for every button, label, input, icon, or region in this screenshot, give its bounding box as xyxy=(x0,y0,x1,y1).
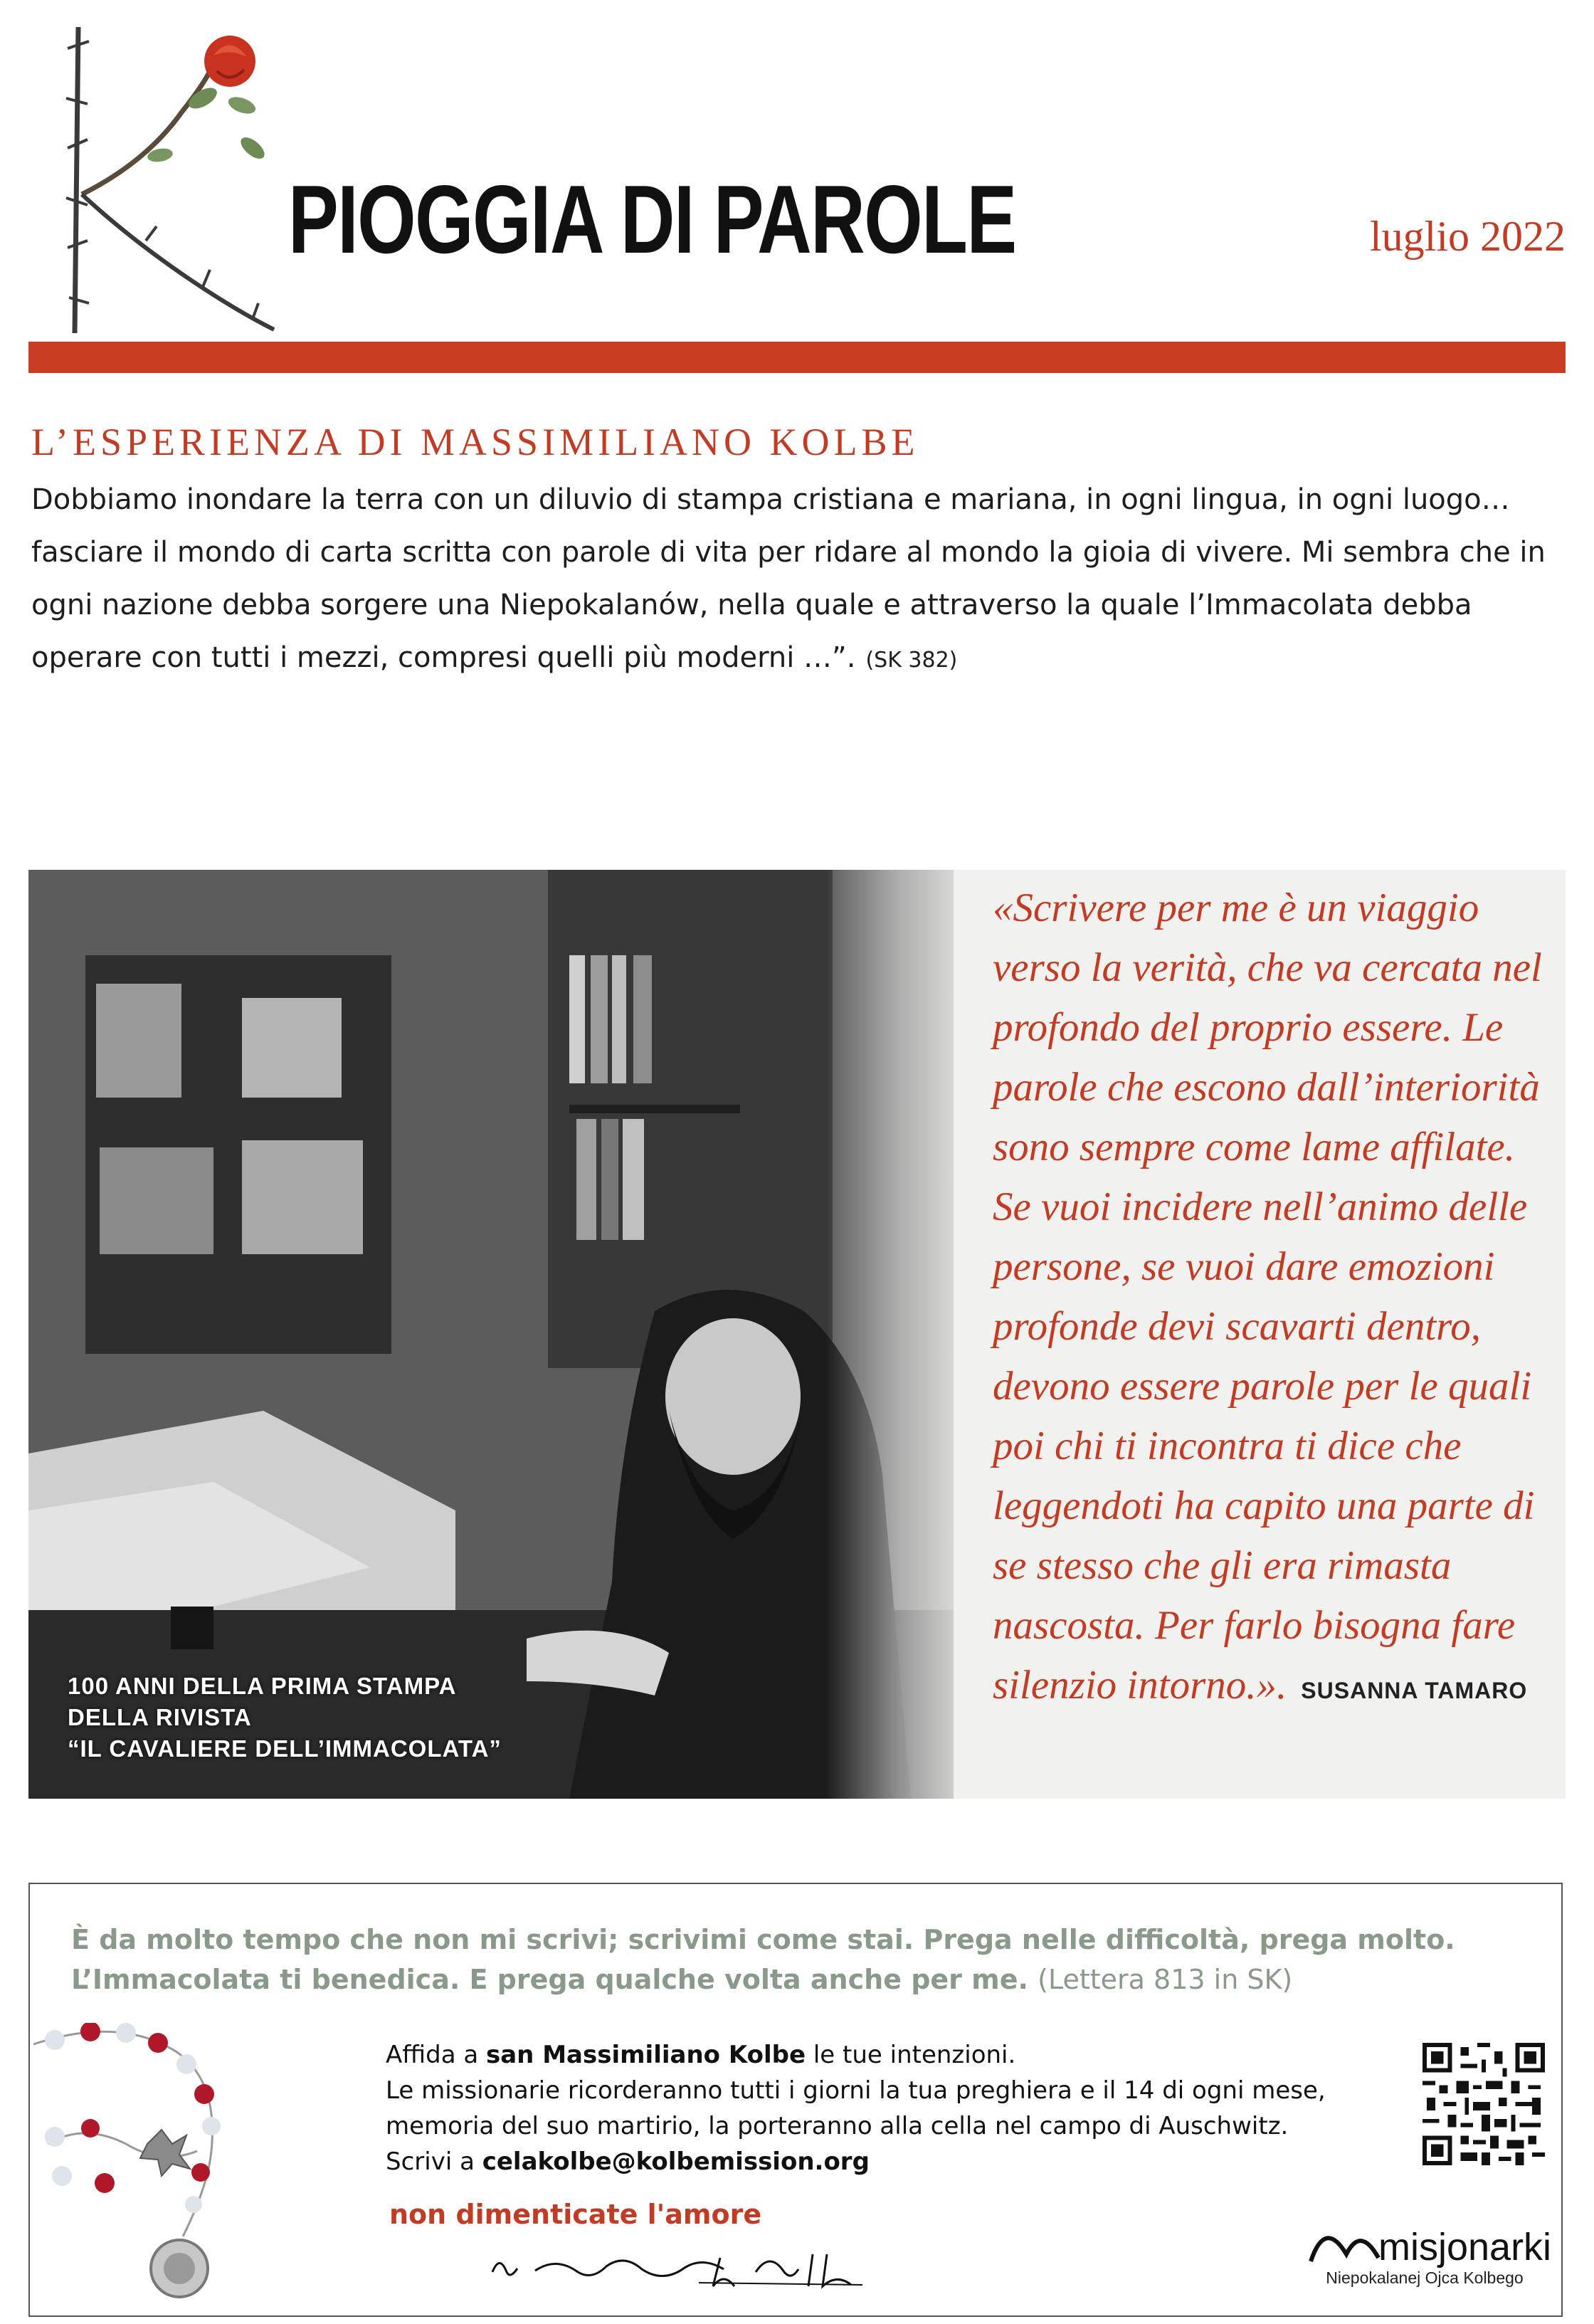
qr-code[interactable] xyxy=(1423,2043,1545,2165)
barbed-wire-k-rose-logo xyxy=(39,6,295,340)
quote-author: SUSANNA TAMARO xyxy=(1301,1678,1528,1703)
issue-date: luglio 2022 xyxy=(1369,213,1566,260)
letter-reference: (Lettera 813 in SK) xyxy=(1038,1964,1293,1995)
tamaro-quote xyxy=(993,870,1562,1720)
caption-line: 100 ANNI DELLA PRIMA STAMPA xyxy=(68,1673,457,1699)
rosary-image xyxy=(33,2023,389,2308)
letter-quote xyxy=(71,1920,1537,1999)
caption-line: DELLA RIVISTA xyxy=(68,1704,252,1730)
signature-image xyxy=(485,2244,884,2293)
section-heading: L’ESPERIENZA DI MASSIMILIANO KOLBE xyxy=(31,421,919,463)
intro-text: Dobbiamo inondare la terra con un diluvio di stampa cristiana e mariana, in ogni lingua, in ogni luogo… fasciare il mondo di carta scritta con parole di vita per ridare al mondo la gioia di vivere. Mi sembra che in ogni nazione debba sorgere una Niepokalanów, nella quale e attraverso la quale l’Immacolata debba operare con tutti i mezzi, compresi quelli più moderni …”. xyxy=(31,483,1546,674)
photo-caption xyxy=(68,1671,502,1765)
quote-text: «Scrivere per me è un viaggio verso la verità, che va cercata nel profondo del proprio essere. Le parole che escono dall’interiorità sono sempre come lame affilate. Se vuoi incidere nell’animo delle persone, se vuoi dare emozioni profonde devi scavarti dentro, devono essere parole per le quali poi chi ti incontra ti dice che leggendoti ha capito una parte di se stesso che gli era rimasta nascosta. Per farlo bisogna fare silenzio intorno.». SUSANNA TAMARO xyxy=(993,885,1542,1708)
org-logo-text: misjonarki xyxy=(1378,2226,1552,2268)
org-subtitle: Niepokalanej Ojca Kolbego xyxy=(1326,2268,1524,2287)
feature-block xyxy=(28,870,1566,1799)
intro-reference: (SK 382) xyxy=(865,648,958,673)
letter-text: È da molto tempo che non mi scrivi; scrivimi come stai. Prega nelle difficoltà, prega molto. L’Immacolata ti benedica. E prega qualche volta anche per me. xyxy=(71,1924,1455,1995)
mission-box xyxy=(28,1883,1563,2317)
page-title: PIOGGIA DI PAROLE xyxy=(288,165,1016,273)
kolbe-writing-photo xyxy=(28,870,954,1799)
motto: non dimenticate l'amore xyxy=(389,2199,762,2230)
email-link[interactable]: celakolbe@kolbemission.org xyxy=(482,2147,870,2176)
mission-text: Affida a san Massimiliano Kolbe le tue intenzioni. Le missionarie ricorderanno tutti i giorni la tua preghiera e il 14 di ogni mese, memoria del suo martirio, la porteranno alla cella nel campo di Auschwitz. Scrivi a celakolbe@kolbemission.org xyxy=(386,2041,1326,2176)
saint-name: san Massimiliano Kolbe xyxy=(486,2041,806,2069)
caption-line: “IL CAVALIERE DELL’IMMACOLATA” xyxy=(68,1735,502,1762)
intro-paragraph xyxy=(31,473,1554,687)
header-divider xyxy=(28,342,1566,373)
